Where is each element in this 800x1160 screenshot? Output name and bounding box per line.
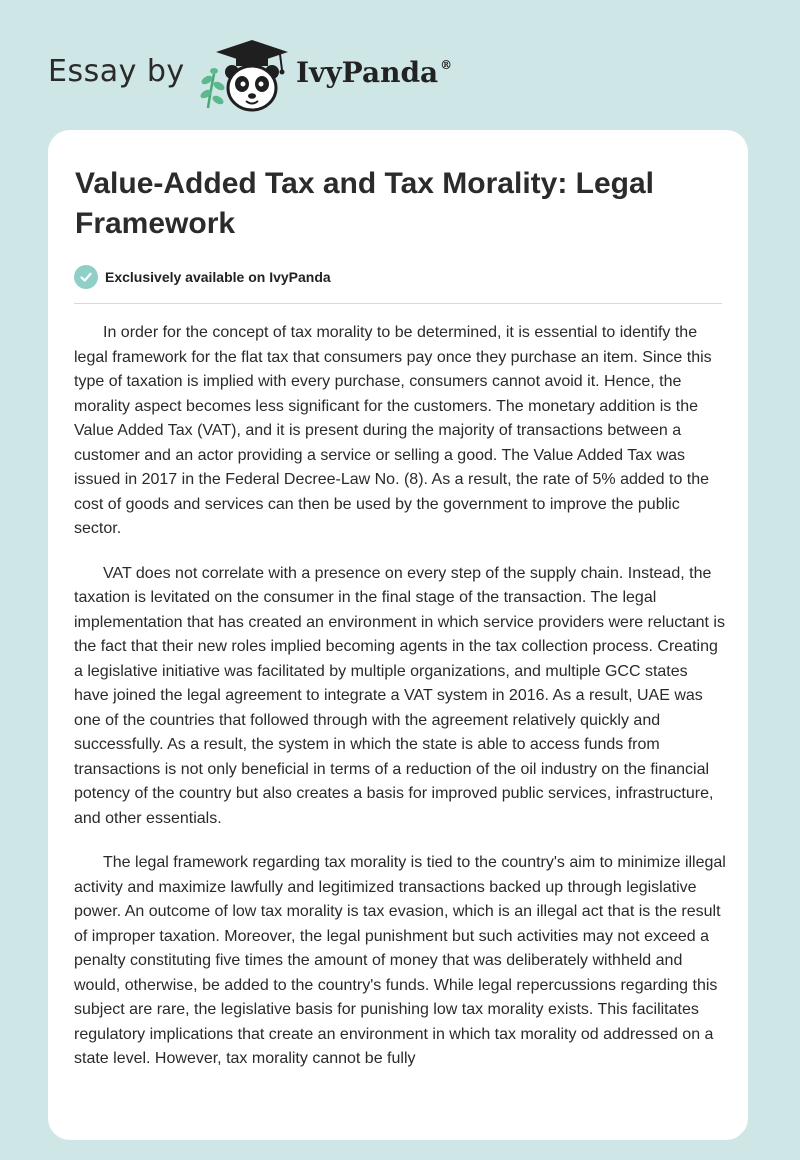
brand-name[interactable]: IvyPanda ®	[296, 56, 453, 89]
registered-mark: ®	[440, 58, 453, 72]
panda-logo-icon[interactable]	[200, 34, 288, 114]
leaf-icon	[200, 68, 226, 108]
divider	[74, 303, 722, 304]
exclusive-badge	[74, 264, 331, 290]
essay-by-label: Essay by	[48, 54, 185, 89]
paragraph: VAT does not correlate with a presence on every step of the supply chain. Instead, the taxation is levitated on the consumer in the final stage of the transaction. The legal implementation that has created an environment in which service providers were reluctant is the fact that their new roles implied becoming agents in the tax collection process. Creating a legislative initiative was facilitated by multiple organizations, and multiple GCC states have joined the legal agreement to integrate a VAT system in 2016. As a result, UAE was one of the countries that followed through with the agreement relatively quickly and successfully. As a result, the system in which the state is able to access funds from transactions is not only beneficial in terms of a reduction of the oil industry on the financial potency of the country but also creates a basis for improved public services, infrastructure, and other essentials.	[74, 564, 725, 827]
essay-body	[74, 321, 726, 1092]
badge-label: Exclusively available on IvyPanda	[105, 269, 331, 285]
essay-card	[48, 130, 748, 1140]
site-header	[48, 30, 748, 120]
paragraph: In order for the concept of tax morality to be determined, it is essential to identify the legal framework for the flat tax that consumers pay once they purchase an item. Since this type of taxation is implied with every purchase, consumers cannot avoid it. Hence, the morality aspect becomes less significant for the customers. The monetary addition is the Value Added Tax (VAT), and it is present during the majority of transactions between a customer and an actor providing a service or selling a good. The Value Added Tax was issued in 2017 in the Federal Decree-Law No. (8). As a result, the rate of 5% added to the cost of goods and services can then be used by the government to improve the public sector.	[74, 324, 712, 537]
page-title: Value-Added Tax and Tax Morality: Legal Framework	[75, 167, 655, 240]
paragraph: The legal framework regarding tax morality is tied to the country's aim to minimize illegal activity and maximize lawfully and legitimized transactions backed up through legislative power. An outcome of low tax morality is tax evasion, which is an illegal act that is the result of improper taxation. Moreover, the legal punishment but such activities may not exceed a penalty constituting five times the amount of money that was deliberately withheld and would, otherwise, be added to the country's funds. While legal repercussions regarding this subject are rare, the legislative basis for punishing low tax morality exists. This facilitates regulatory implications that create an environment in which tax morality od addressed on a state level. However, tax morality cannot be fully	[74, 854, 726, 1067]
checkmark-icon	[74, 265, 98, 289]
